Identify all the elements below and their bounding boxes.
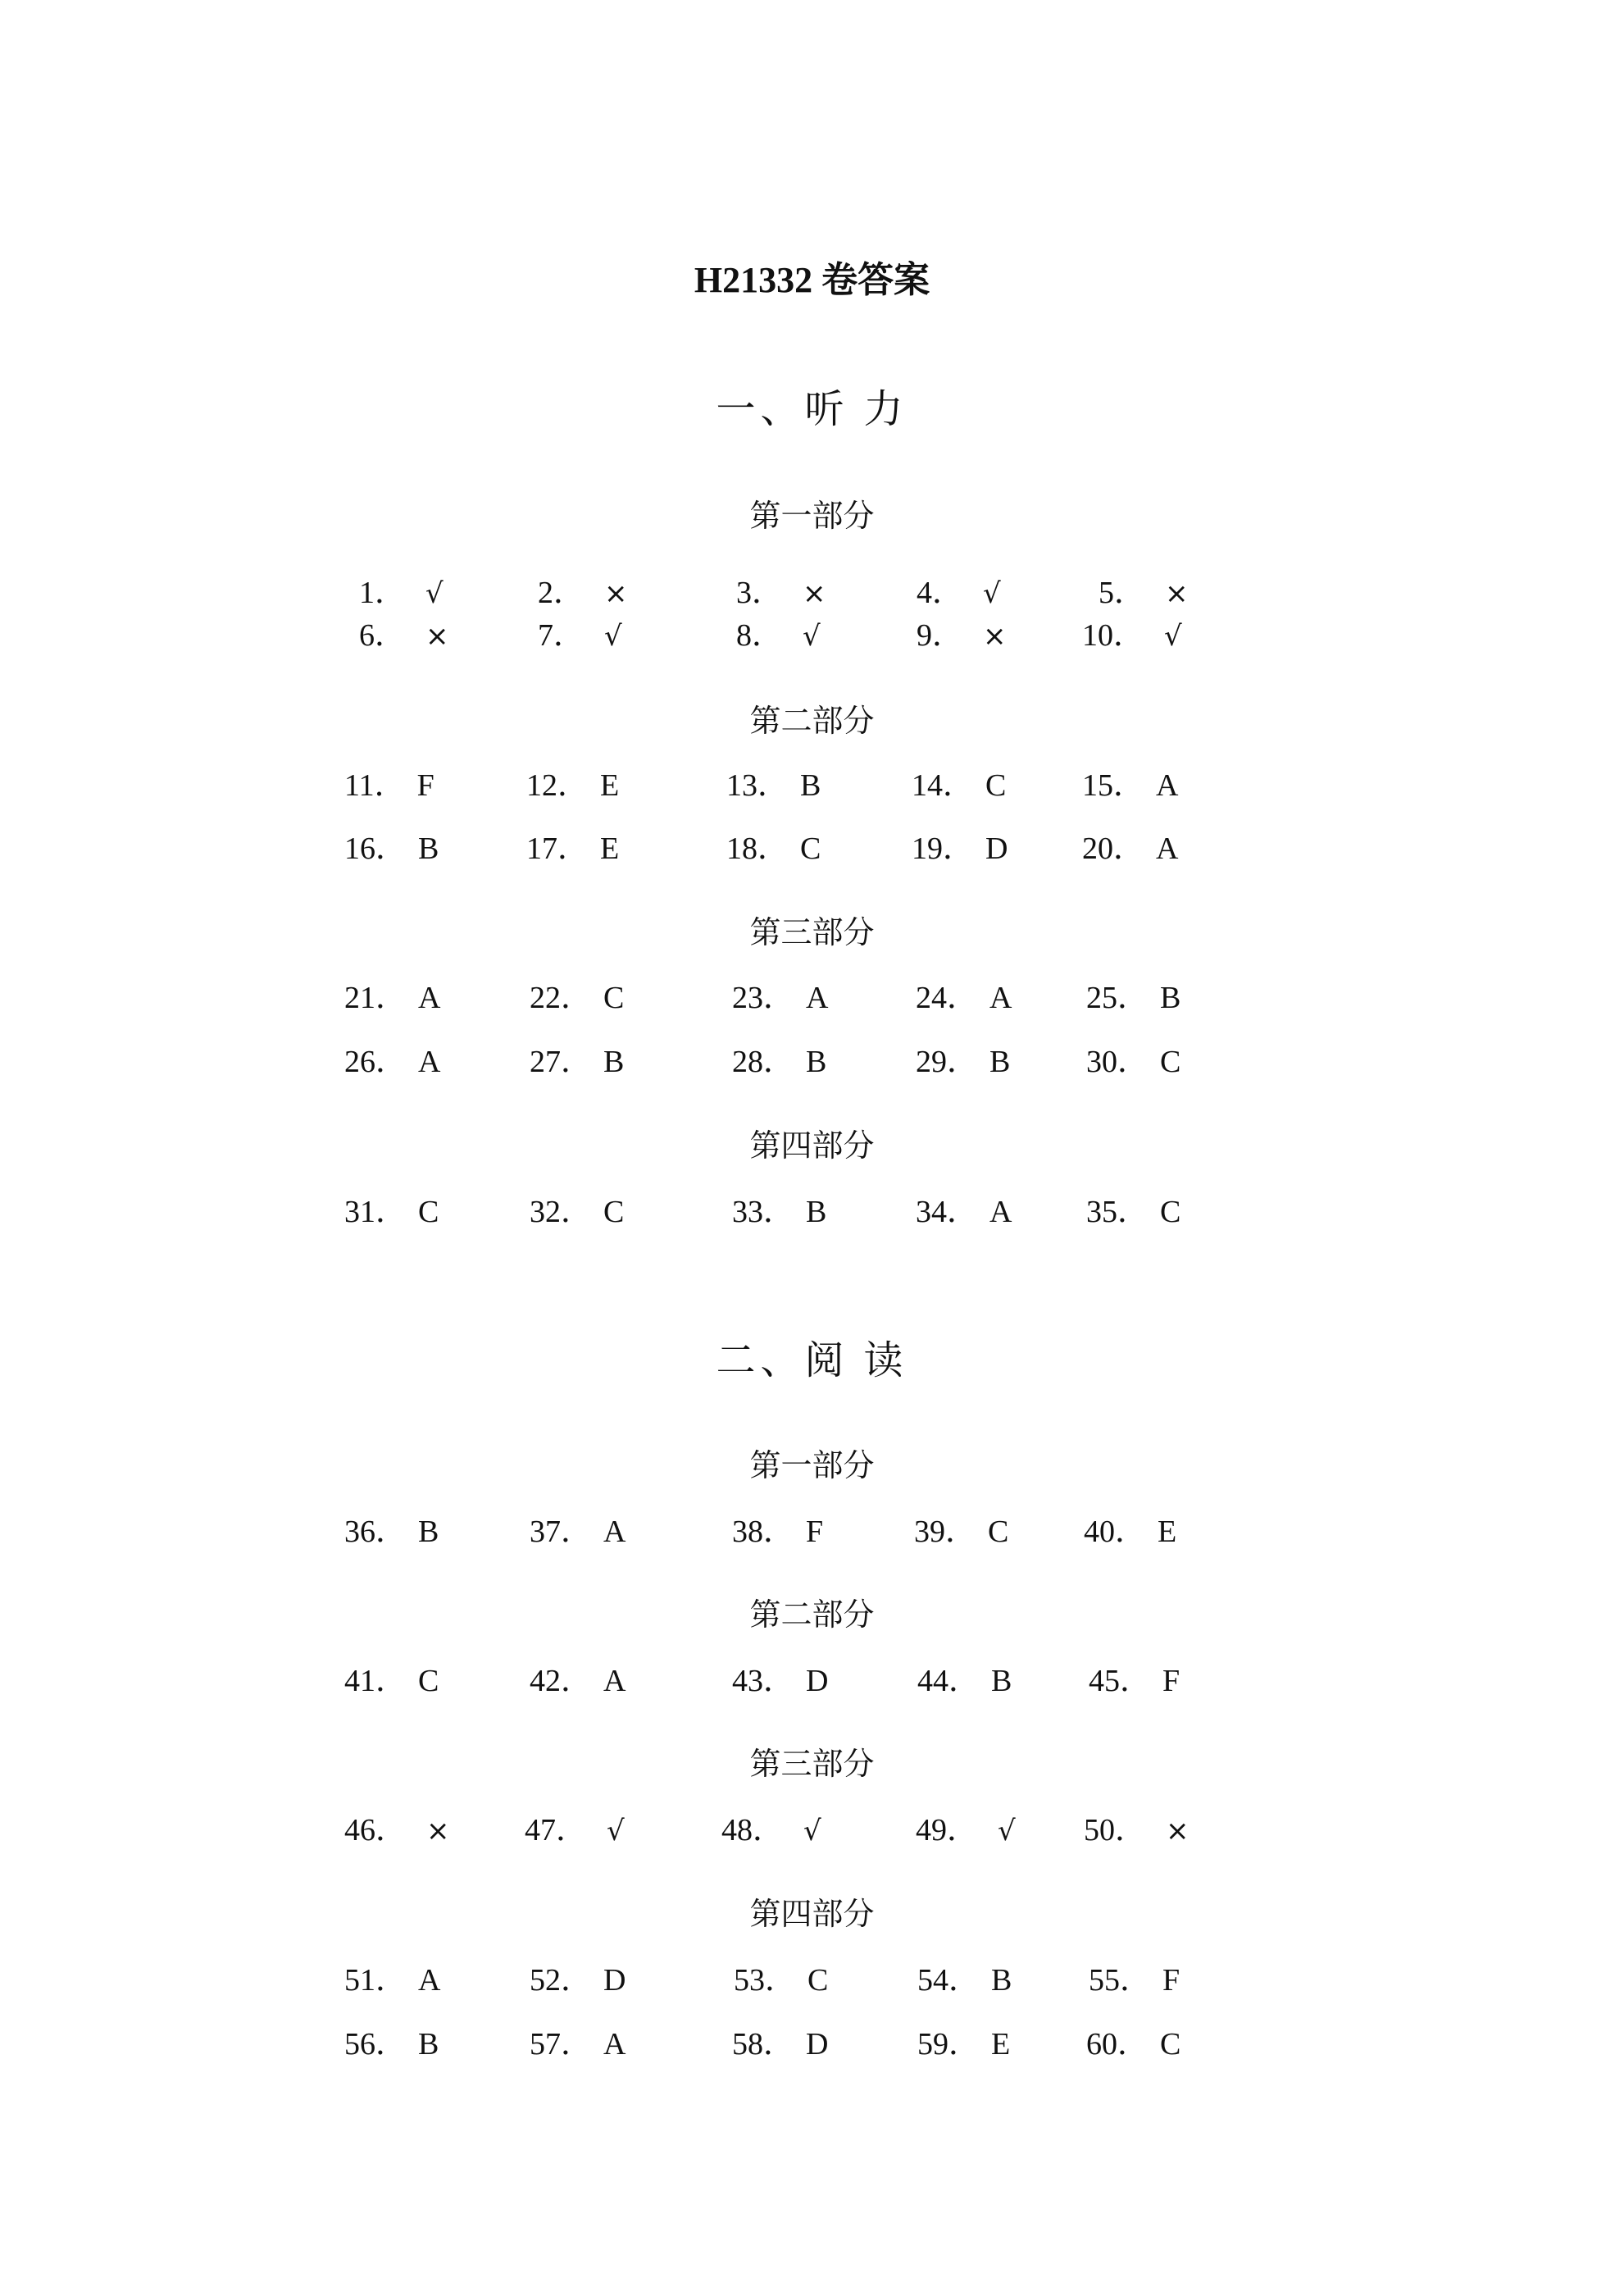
answer-value: B bbox=[603, 1045, 625, 1079]
question-number: 35． bbox=[1086, 1195, 1149, 1229]
answer-value: B bbox=[418, 2027, 439, 2061]
question-number: 48． bbox=[721, 1813, 785, 1847]
question-number: 5． bbox=[1099, 576, 1146, 610]
answer-row bbox=[0, 1191, 1624, 1232]
question-number: 46． bbox=[344, 1813, 407, 1847]
answer-value: × bbox=[426, 1815, 450, 1847]
question-number: 29． bbox=[916, 1045, 979, 1079]
part-title: 第一部分 bbox=[749, 1449, 875, 1483]
question-number: 50． bbox=[1084, 1813, 1147, 1847]
answer-value: F bbox=[416, 768, 434, 803]
question-number: 40． bbox=[1084, 1515, 1147, 1549]
answer-row bbox=[0, 765, 1624, 806]
answer-value: C bbox=[418, 1195, 439, 1229]
answer-value: × bbox=[983, 620, 1007, 653]
question-number: 13． bbox=[726, 768, 789, 803]
answer-value: A bbox=[603, 1664, 626, 1698]
answer-item bbox=[732, 1191, 826, 1232]
answer-item bbox=[732, 2024, 828, 2065]
answer-item bbox=[1086, 1041, 1180, 1082]
answer-value: E bbox=[991, 2027, 1011, 2061]
answer-item bbox=[917, 1960, 1012, 2001]
part-title: 第一部分 bbox=[749, 499, 875, 534]
answer-row bbox=[0, 572, 1624, 613]
question-number: 52． bbox=[530, 1963, 593, 1998]
question-number: 1． bbox=[359, 576, 407, 610]
answer-value: E bbox=[600, 831, 620, 866]
answer-value: E bbox=[600, 768, 620, 803]
answer-value: D bbox=[806, 1664, 829, 1698]
question-number: 32． bbox=[530, 1195, 593, 1229]
answer-item bbox=[916, 1191, 1012, 1232]
question-number: 2． bbox=[538, 576, 585, 610]
question-number: 57． bbox=[530, 2027, 593, 2061]
answer-value: √ bbox=[604, 620, 622, 653]
answer-value: × bbox=[1166, 1815, 1190, 1847]
answer-row bbox=[0, 1511, 1624, 1552]
question-number: 58． bbox=[732, 2027, 795, 2061]
answer-item bbox=[344, 1660, 439, 1702]
answer-item bbox=[732, 977, 828, 1018]
question-number: 23． bbox=[732, 981, 795, 1015]
answer-value: D bbox=[806, 2027, 829, 2061]
answer-value: B bbox=[989, 1045, 1011, 1079]
answer-item bbox=[344, 1191, 439, 1232]
question-number: 21． bbox=[344, 981, 407, 1015]
answer-item bbox=[1084, 1511, 1176, 1552]
answer-item bbox=[344, 1511, 439, 1552]
question-number: 16． bbox=[344, 831, 407, 866]
answer-value: A bbox=[603, 1515, 626, 1549]
answer-value: D bbox=[985, 831, 1008, 866]
answer-value: A bbox=[989, 1195, 1012, 1229]
question-number: 14． bbox=[912, 768, 975, 803]
answer-item bbox=[916, 1810, 1016, 1852]
question-number: 20． bbox=[1082, 831, 1145, 866]
question-number: 55． bbox=[1089, 1963, 1152, 1998]
answer-item bbox=[732, 1041, 826, 1082]
answer-item bbox=[530, 1041, 624, 1082]
answer-value: A bbox=[1156, 831, 1179, 866]
answer-value: √ bbox=[803, 620, 821, 653]
answer-value: B bbox=[418, 831, 439, 866]
answer-value: √ bbox=[998, 1815, 1016, 1847]
answer-value: √ bbox=[1164, 620, 1182, 653]
answer-item bbox=[1082, 765, 1178, 806]
answer-value: B bbox=[991, 1664, 1012, 1698]
answer-item bbox=[726, 828, 821, 869]
answer-item bbox=[916, 1041, 1010, 1082]
answer-item bbox=[344, 977, 440, 1018]
answer-item bbox=[530, 1660, 625, 1702]
answer-item bbox=[526, 765, 619, 806]
answer-item bbox=[530, 1191, 624, 1232]
answer-value: √ bbox=[425, 577, 444, 610]
answer-value: × bbox=[604, 577, 628, 610]
answer-value: C bbox=[603, 1195, 625, 1229]
question-number: 53． bbox=[734, 1963, 797, 1998]
answer-item bbox=[530, 1960, 625, 2001]
answer-value: A bbox=[603, 2027, 626, 2061]
answer-item bbox=[538, 572, 628, 614]
question-number: 38． bbox=[732, 1515, 795, 1549]
answer-item bbox=[912, 765, 1006, 806]
part-title: 第四部分 bbox=[749, 1129, 875, 1164]
question-number: 31． bbox=[344, 1195, 407, 1229]
answer-value: E bbox=[1158, 1515, 1177, 1549]
answer-row bbox=[0, 828, 1624, 869]
answer-value: A bbox=[989, 981, 1012, 1015]
answer-row bbox=[0, 615, 1624, 656]
answer-item bbox=[917, 1660, 1012, 1702]
question-number: 28． bbox=[732, 1045, 795, 1079]
question-number: 12． bbox=[526, 768, 589, 803]
answer-value: C bbox=[985, 768, 1007, 803]
question-number: 17． bbox=[526, 831, 589, 866]
answer-value: C bbox=[1160, 1195, 1181, 1229]
question-number: 8． bbox=[736, 618, 784, 653]
question-number: 56． bbox=[344, 2027, 407, 2061]
answer-value: B bbox=[806, 1045, 827, 1079]
question-number: 47． bbox=[525, 1813, 588, 1847]
answer-row bbox=[0, 1810, 1624, 1851]
question-number: 26． bbox=[344, 1045, 407, 1079]
question-number: 37． bbox=[530, 1515, 593, 1549]
question-number: 41． bbox=[344, 1664, 407, 1698]
question-number: 51． bbox=[344, 1963, 407, 1998]
question-number: 36． bbox=[344, 1515, 407, 1549]
question-number: 22． bbox=[530, 981, 593, 1015]
question-number: 15． bbox=[1082, 768, 1145, 803]
answer-item bbox=[359, 615, 449, 657]
answer-value: C bbox=[807, 1963, 829, 1998]
answer-item bbox=[344, 2024, 439, 2065]
answer-value: B bbox=[418, 1515, 439, 1549]
section-title-listening: 一、听 力 bbox=[716, 388, 908, 431]
question-number: 19． bbox=[912, 831, 975, 866]
answer-item bbox=[736, 615, 821, 657]
answer-item bbox=[1086, 1191, 1180, 1232]
question-number: 43． bbox=[732, 1664, 795, 1698]
answer-item bbox=[917, 2024, 1010, 2065]
answer-value: F bbox=[1162, 1963, 1180, 1998]
part-title: 第二部分 bbox=[749, 1598, 875, 1633]
answer-value: B bbox=[991, 1963, 1012, 1998]
answer-item bbox=[538, 615, 622, 657]
answer-value: √ bbox=[607, 1815, 625, 1847]
answer-item bbox=[344, 765, 434, 806]
answer-value: A bbox=[806, 981, 829, 1015]
question-number: 11． bbox=[344, 768, 406, 803]
question-number: 27． bbox=[530, 1045, 593, 1079]
question-number: 49． bbox=[916, 1813, 979, 1847]
question-number: 7． bbox=[538, 618, 585, 653]
answer-value: × bbox=[803, 577, 826, 610]
answer-item bbox=[1089, 1660, 1180, 1702]
question-number: 10． bbox=[1082, 618, 1145, 653]
answer-item bbox=[736, 572, 826, 614]
answer-value: √ bbox=[803, 1815, 821, 1847]
answer-row bbox=[0, 1041, 1624, 1082]
part-title: 第三部分 bbox=[749, 916, 875, 950]
answer-item bbox=[1082, 615, 1182, 657]
answer-item bbox=[525, 1810, 625, 1852]
question-number: 34． bbox=[916, 1195, 979, 1229]
answer-item bbox=[530, 2024, 625, 2065]
answer-item bbox=[1086, 977, 1180, 1018]
answer-value: B bbox=[806, 1195, 827, 1229]
answer-item bbox=[912, 828, 1008, 869]
answer-item bbox=[732, 1660, 828, 1702]
question-number: 44． bbox=[917, 1664, 980, 1698]
answer-value: A bbox=[1156, 768, 1179, 803]
answer-item bbox=[726, 765, 821, 806]
answer-item bbox=[1086, 2024, 1180, 2065]
answer-item bbox=[530, 1511, 625, 1552]
answer-item bbox=[734, 1960, 828, 2001]
question-number: 33． bbox=[732, 1195, 795, 1229]
answer-item bbox=[1084, 1810, 1190, 1852]
answer-value: × bbox=[425, 620, 449, 653]
question-number: 54． bbox=[917, 1963, 980, 1998]
answer-value: C bbox=[1160, 1045, 1181, 1079]
answer-value: C bbox=[988, 1515, 1009, 1549]
section-title-reading: 二、阅 读 bbox=[716, 1339, 908, 1383]
question-number: 30． bbox=[1086, 1045, 1149, 1079]
question-number: 42． bbox=[530, 1664, 593, 1698]
answer-item bbox=[1099, 572, 1189, 614]
answer-item bbox=[344, 1041, 440, 1082]
question-number: 6． bbox=[359, 618, 407, 653]
answer-item bbox=[917, 615, 1007, 657]
answer-value: F bbox=[1162, 1664, 1180, 1698]
answer-value: √ bbox=[983, 577, 1001, 610]
part-title: 第二部分 bbox=[749, 704, 875, 739]
answer-value: C bbox=[1160, 2027, 1181, 2061]
question-number: 59． bbox=[917, 2027, 980, 2061]
answer-row bbox=[0, 1660, 1624, 1702]
question-number: 9． bbox=[917, 618, 964, 653]
answer-item bbox=[526, 828, 619, 869]
answer-value: A bbox=[418, 1045, 441, 1079]
answer-item bbox=[916, 977, 1012, 1018]
answer-value: × bbox=[1165, 577, 1189, 610]
answer-value: B bbox=[800, 768, 821, 803]
answer-row bbox=[0, 1960, 1624, 2001]
answer-item bbox=[1082, 828, 1178, 869]
answer-value: B bbox=[1160, 981, 1181, 1015]
answer-item bbox=[914, 1511, 1008, 1552]
question-number: 4． bbox=[917, 576, 964, 610]
question-number: 18． bbox=[726, 831, 789, 866]
answer-value: F bbox=[806, 1515, 824, 1549]
question-number: 25． bbox=[1086, 981, 1149, 1015]
answer-value: C bbox=[418, 1664, 439, 1698]
question-number: 45． bbox=[1089, 1664, 1152, 1698]
answer-item bbox=[530, 977, 624, 1018]
answer-item bbox=[344, 1960, 440, 2001]
answer-item bbox=[359, 572, 444, 614]
part-title: 第三部分 bbox=[749, 1747, 875, 1782]
question-number: 3． bbox=[736, 576, 784, 610]
answer-item bbox=[732, 1511, 823, 1552]
answer-row bbox=[0, 2024, 1624, 2065]
answer-value: C bbox=[800, 831, 821, 866]
answer-value: C bbox=[603, 981, 625, 1015]
question-number: 60． bbox=[1086, 2027, 1149, 2061]
answer-item bbox=[1089, 1960, 1180, 2001]
answer-item bbox=[344, 1810, 450, 1852]
answer-value: A bbox=[418, 1963, 441, 1998]
answer-item bbox=[721, 1810, 821, 1852]
question-number: 24． bbox=[916, 981, 979, 1015]
answer-value: D bbox=[603, 1963, 626, 1998]
answer-row bbox=[0, 977, 1624, 1018]
question-number: 39． bbox=[914, 1515, 977, 1549]
answer-item bbox=[917, 572, 1001, 614]
answer-item bbox=[344, 828, 439, 869]
answer-value: A bbox=[418, 981, 441, 1015]
document-title: H21332 卷答案 bbox=[694, 260, 930, 300]
part-title: 第四部分 bbox=[749, 1897, 875, 1932]
